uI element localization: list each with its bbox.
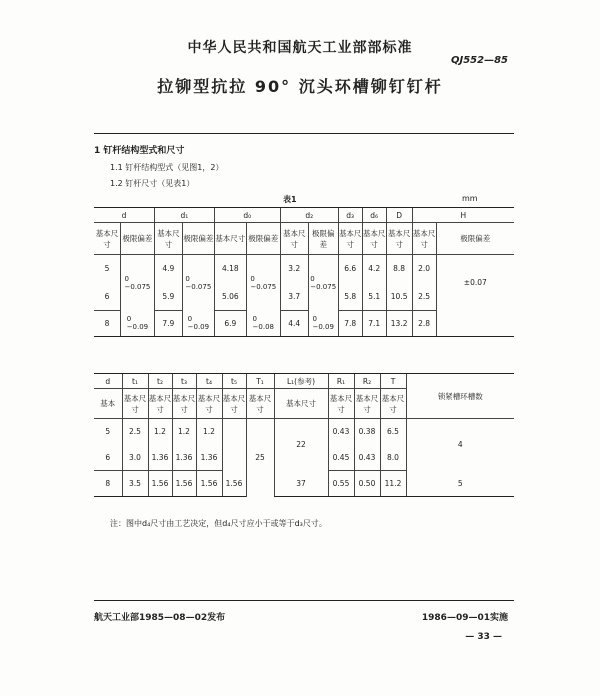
t2-grooves-56: 4	[406, 419, 514, 471]
t1-cell: 6.9	[214, 311, 246, 337]
t1-cell: 7.1	[362, 311, 386, 337]
t1-sub: 极限偏差	[246, 223, 280, 255]
t1-head-d1: d₁	[154, 208, 214, 223]
section-1-1: 1.1 钉杆结构型式（见图1，2）	[110, 163, 224, 172]
t1-cell: 6	[94, 283, 120, 311]
t1-sub: 极限偏差	[120, 223, 154, 255]
t2-sub: 基本尺寸	[380, 389, 406, 419]
t1-cell: 6.6	[338, 255, 362, 283]
t2-cell: 5	[105, 427, 111, 437]
t2-cell: 1.36	[172, 445, 196, 471]
footer-rule	[94, 600, 514, 601]
table1-unit: mm	[462, 194, 478, 203]
t2-cell: 8.0	[380, 445, 406, 471]
t1-sub: 基本尺寸	[338, 223, 362, 255]
t1-tol-d1-8: 0 −0.09	[182, 311, 214, 337]
t1-cell: 5.06	[214, 283, 246, 311]
t2-cell: 0.45	[328, 445, 354, 471]
t1-cell: 4.18	[214, 255, 246, 283]
t1-head-d0: d₀	[214, 208, 280, 223]
table1	[94, 207, 514, 337]
t1-tol-d1: 0 −0.075	[182, 255, 214, 311]
t2-cell: 3.0	[122, 445, 148, 471]
t1-tol-d0: 0 −0.075	[246, 255, 280, 311]
t2-sub: 基本尺寸	[222, 389, 246, 419]
t2-cell: 0.55	[328, 471, 354, 497]
t1-cell: 2.8	[412, 311, 436, 337]
t2-cell-t5	[222, 419, 246, 471]
t2-cell: 1.56	[196, 471, 222, 497]
t1-sub: 基本尺寸	[94, 223, 120, 255]
t2-cell: 2.5	[122, 419, 148, 445]
t2-head: t₁	[122, 374, 148, 389]
t1-head-D: D	[386, 208, 412, 223]
t2-head: t₅	[222, 374, 246, 389]
t1-sub: 极限偏差	[308, 223, 338, 255]
t2-cell: 0.38	[354, 419, 380, 445]
t1-cell: 2.0	[412, 255, 436, 283]
effective-date: 1986—09—01实施	[421, 613, 508, 623]
section-1-heading: 1 钉杆结构型式和尺寸	[94, 146, 185, 156]
issue-date: 航天工业部1985—08—02发布	[94, 613, 226, 623]
t1-cell: 5.1	[362, 283, 386, 311]
t1-cell: 5.8	[338, 283, 362, 311]
t1-h-tol: ±0.07	[436, 255, 514, 311]
t2-head: R₂	[354, 374, 380, 389]
t2-sub: 基本尺寸	[172, 389, 196, 419]
t1-tol-d2-8: 0 −0.09	[308, 311, 338, 337]
t1-cell: 8	[94, 311, 120, 337]
t1-cell: 13.2	[386, 311, 412, 337]
t2-cell: 0.43	[354, 445, 380, 471]
t2-cell: 0.43	[328, 419, 354, 445]
t2-grooves-8: 5	[406, 471, 514, 497]
t2-L1-56: 22	[274, 419, 328, 471]
page-number: — 33 —	[465, 632, 502, 642]
t1-cell: 4.9	[154, 255, 182, 283]
t2-head: d	[94, 374, 122, 389]
t1-cell: 5	[104, 264, 110, 274]
table1-caption: 表1	[283, 195, 297, 204]
t1-tol-d: 0 −0.075	[120, 255, 154, 311]
t1-sub: 基本尺寸	[386, 223, 412, 255]
publisher-line: 中华人民共和国航天工业部部标准	[187, 40, 413, 56]
t1-empty	[436, 311, 514, 337]
t1-tol-d2: 0 −0.075	[308, 255, 338, 311]
t2-head: T	[380, 374, 406, 389]
t2-sub: 基本尺寸	[274, 389, 328, 419]
t2-cell: 8	[94, 471, 122, 497]
t1-sub: 基本尺寸	[280, 223, 308, 255]
t1-tol-d0-8: 0 −0.08	[246, 311, 280, 337]
t2-head: t₂	[148, 374, 172, 389]
t2-cell: 6.5	[380, 419, 406, 445]
t1-head-d: d	[94, 208, 154, 223]
t2-sub: 基本尺寸	[148, 389, 172, 419]
t1-cell: 8.8	[386, 255, 412, 283]
t2-cell: 1.56	[172, 471, 196, 497]
t1-head-H: H	[412, 208, 514, 223]
t1-cell: 10.5	[386, 283, 412, 311]
t1-head-d2: d₂	[280, 208, 338, 223]
t1-cell: 7.9	[154, 311, 182, 337]
t2-cell: 1.2	[148, 419, 172, 445]
t2-cell: 0.50	[354, 471, 380, 497]
t2-cell: 11.2	[380, 471, 406, 497]
t1-cell: 2.5	[412, 283, 436, 311]
t2-head: T₁	[246, 374, 274, 389]
t1-cell: 3.2	[280, 255, 308, 283]
t2-cell: 1.36	[196, 445, 222, 471]
t2-sub: 基本尺寸	[328, 389, 354, 419]
t1-cell: 4.2	[362, 255, 386, 283]
t2-grooves-head: 锁紧槽环槽数	[406, 374, 514, 419]
t1-sub: 基本尺寸	[214, 223, 246, 255]
t1-cell: 3.7	[280, 283, 308, 311]
t2-sub: 基本尺寸	[122, 389, 148, 419]
top-rule	[94, 133, 514, 134]
t2-cell: 1.56	[148, 471, 172, 497]
t1-sub: 极限偏差	[182, 223, 214, 255]
t2-cell: 3.5	[122, 471, 148, 497]
t2-sub: 基本	[94, 389, 122, 419]
t2-head: R₁	[328, 374, 354, 389]
document-code: QJ552—85	[450, 55, 508, 66]
t2-head: t₄	[196, 374, 222, 389]
t2-cell: 1.2	[196, 419, 222, 445]
t1-cell: 7.8	[338, 311, 362, 337]
document-title: 拉铆型抗拉 90° 沉头环槽铆钉钉杆	[157, 77, 443, 96]
t2-cell: 1.36	[148, 445, 172, 471]
t2-cell: 1.56	[222, 471, 246, 497]
t1-cell: 5.9	[154, 283, 182, 311]
t2-cell: 6	[94, 445, 122, 471]
table-note: 注：图中d₄尺寸由工艺决定，但d₄尺寸应小于或等于d₃尺寸。	[110, 519, 327, 528]
t1-sub: 基本尺寸	[412, 223, 436, 255]
table2	[94, 373, 514, 497]
t2-head: L₁(参考)	[274, 374, 328, 389]
t1-sub: 基本尺寸	[362, 223, 386, 255]
t2-sub: 基本尺寸	[196, 389, 222, 419]
t2-sub: 基本尺寸	[354, 389, 380, 419]
t1-head-d3: d₃	[338, 208, 362, 223]
t2-L1-8: 37	[274, 471, 328, 497]
t2-T1-merged: 25	[246, 419, 274, 497]
t1-cell: 4.4	[280, 311, 308, 337]
t1-sub: 极限偏差	[436, 223, 514, 255]
t2-head: t₃	[172, 374, 196, 389]
t2-sub: 基本尺寸	[246, 389, 274, 419]
t1-tol-d-8: 0 −0.09	[120, 311, 154, 337]
t2-cell: 1.2	[172, 419, 196, 445]
t1-sub: 基本尺寸	[154, 223, 182, 255]
t1-head-d6: d₆	[362, 208, 386, 223]
section-1-2: 1.2 钉杆尺寸（见表1）	[110, 179, 195, 188]
